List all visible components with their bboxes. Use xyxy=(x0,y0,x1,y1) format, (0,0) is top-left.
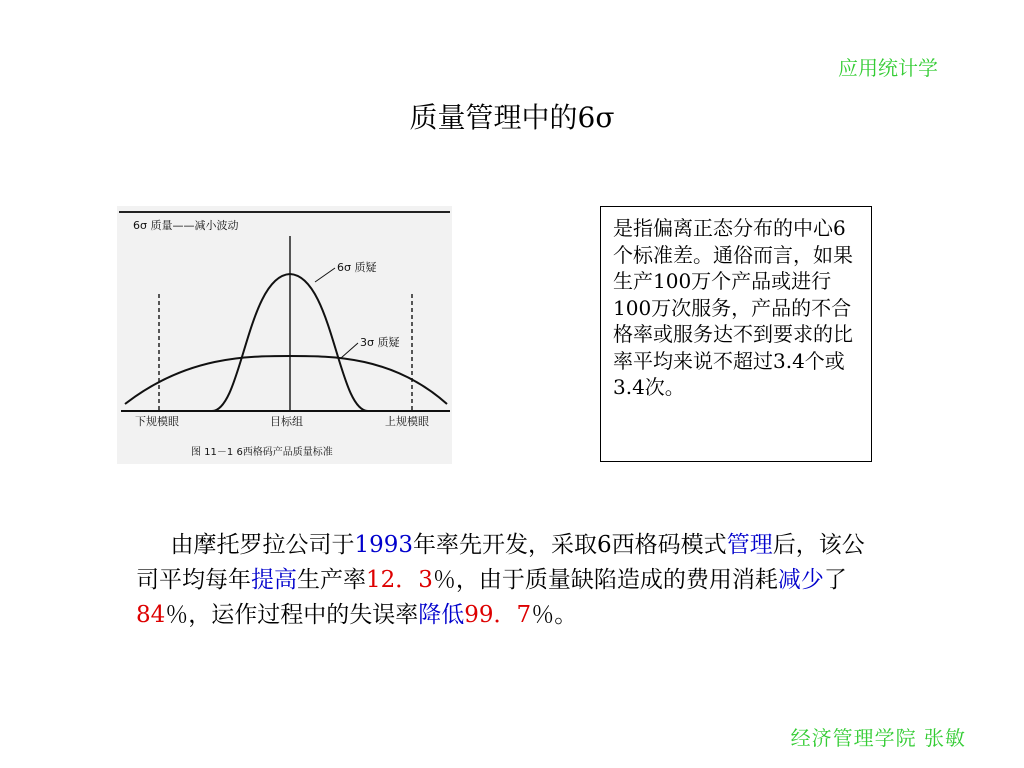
three-sigma-label: 3σ 质疑 xyxy=(360,336,400,349)
motorola-paragraph xyxy=(136,528,876,633)
para-word-raise: 提高 xyxy=(251,567,297,593)
para-text-6: 了 xyxy=(823,567,847,593)
figure-caption: 图 11－1 6西格码产品质量标准 xyxy=(191,447,333,458)
para-text-1: 由摩托罗拉公司于 xyxy=(170,532,355,558)
six-sigma-label: 6σ 质疑 xyxy=(337,261,377,274)
six-sigma-arrow xyxy=(315,268,335,282)
para-text-7: ％，运作过程中的失误率 xyxy=(165,602,419,628)
para-cost-value: 84 xyxy=(136,602,166,628)
para-productivity-value: 12．3 xyxy=(366,567,433,593)
course-title: 应用统计学 xyxy=(838,56,938,80)
slide-title: 质量管理中的6σ xyxy=(409,101,615,134)
para-word-lower: 降低 xyxy=(418,602,465,628)
para-error-value: 99．7 xyxy=(464,602,532,628)
three-sigma-curve xyxy=(125,356,447,404)
para-word-reduce: 减少 xyxy=(777,567,824,593)
footer-credit: 经济管理学院 张敏 xyxy=(790,726,966,750)
six-sigma-figure xyxy=(117,206,452,464)
three-sigma-arrow xyxy=(341,343,358,358)
para-text-2: 年率先开发，采取6西格码模式 xyxy=(413,532,727,558)
para-text-5: ％，由于质量缺陷造成的费用消耗 xyxy=(432,567,778,593)
distribution-diagram xyxy=(117,206,452,464)
definition-text: 是指偏离正态分布的中心6个标准差。通俗而言，如果生产100万个产品或进行100万次服务，产品的不合格率或服务达不到要求的比率平均来说不超过3.4个或3.4次。 xyxy=(613,216,853,399)
definition-box xyxy=(600,206,872,462)
para-text-3: 后，该公司平均每年 xyxy=(136,532,865,593)
para-text-8: ％。 xyxy=(531,602,578,628)
para-year: 1993 xyxy=(354,532,414,558)
lower-limit-label: 下规模眼 xyxy=(135,415,179,428)
upper-limit-label: 上规模眼 xyxy=(385,415,429,428)
target-label: 目标组 xyxy=(270,415,303,428)
para-text-4: 生产率 xyxy=(297,567,366,593)
para-word-manage: 管理 xyxy=(726,532,773,558)
figure-heading: 6σ 质量——减小波动 xyxy=(133,219,239,232)
